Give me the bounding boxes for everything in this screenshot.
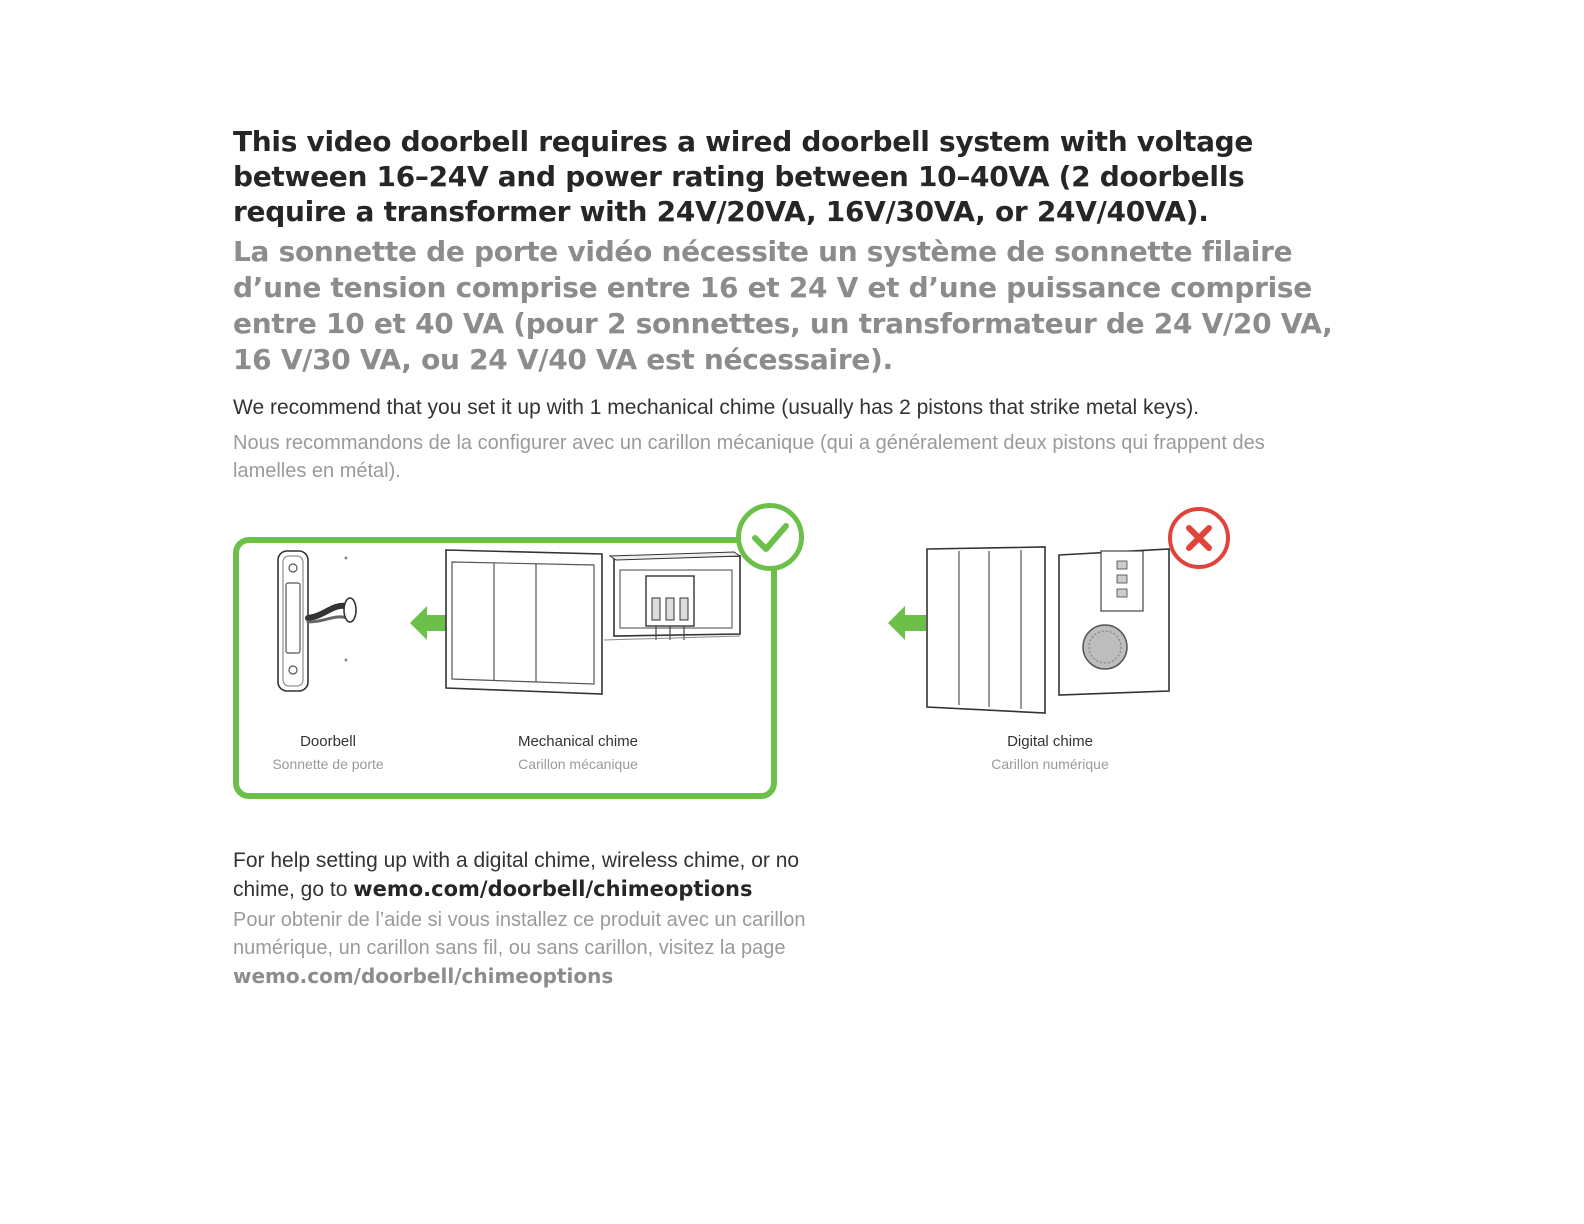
- recommendation-en: We recommend that you set it up with 1 mechanical chime (usually has 2 pistons that strike metal keys).: [233, 396, 1200, 419]
- check-badge: [736, 503, 804, 571]
- x-badge: [1168, 507, 1230, 569]
- mechanical-chime-label-fr: Carillon mécanique: [518, 756, 638, 772]
- digital-chime-label-fr: Carillon numérique: [991, 756, 1109, 772]
- x-icon: [1172, 511, 1226, 565]
- mechanical-chime-label-en: Mechanical chime: [517, 733, 639, 750]
- doorbell-caption: [258, 731, 398, 775]
- check-icon: [741, 508, 799, 566]
- left-arrow-icon: [888, 604, 928, 642]
- doorbell-label-en: Doorbell: [300, 733, 356, 750]
- chime-options-link-fr[interactable]: wemo.com/doorbell/chimeoptions: [233, 964, 614, 988]
- mechanical-chime-illustration: [444, 548, 744, 698]
- help-text-fr-body: Pour obtenir de l’aide si vous installez ce produit avec un carillon numérique, un carillon sans fil, ou sans carillon, visitez la page: [233, 909, 806, 959]
- digital-chime-illustration: [925, 545, 1175, 725]
- help-text-en: [233, 847, 853, 904]
- digital-chime-label-en: Digital chime: [1007, 733, 1093, 750]
- doorbell-illustration: [270, 548, 370, 698]
- mechanical-chime-caption: [488, 731, 668, 775]
- chime-options-link-en[interactable]: wemo.com/doorbell/chimeoptions: [353, 877, 753, 901]
- digital-chime-caption: [960, 731, 1140, 775]
- requirement-heading-en: This video doorbell requires a wired doorbell system with voltage between 16–24V and power rating between 10–40VA (2 doorbells require a transformer with 24V/20VA, 16V/30VA, or 24V/40VA).: [233, 125, 1254, 228]
- recommendation-fr: Nous recommandons de la configurer avec un carillon mécanique (qui a généralement deux pistons qui frappent des lamelles en métal).: [233, 432, 1265, 482]
- doorbell-label-fr: Sonnette de porte: [272, 756, 384, 772]
- requirement-heading-fr: La sonnette de porte vidéo nécessite un système de sonnette filaire d’une tension comprise entre 16 et 24 V et d’une puissance comprise entre 10 et 40 VA (pour 2 sonnettes, un transformateur de 24 V/20 VA, 16 V/30 VA, ou 24 V/40 VA est nécessaire).: [233, 235, 1333, 376]
- help-text-fr: [233, 906, 873, 991]
- help-text-en-body: For help setting up with a digital chime, wireless chime, or no chime, go to: [233, 849, 800, 901]
